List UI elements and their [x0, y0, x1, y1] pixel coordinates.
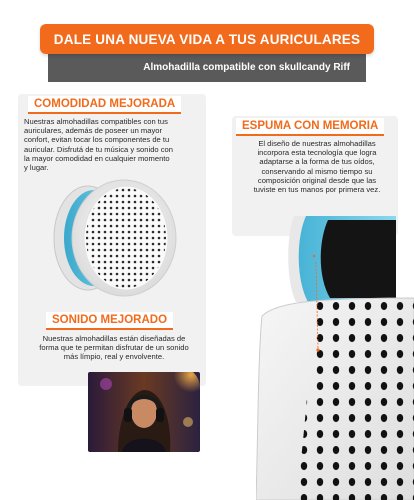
comodidad-line: Nuestras almohadillas compatibles con tus: [24, 117, 168, 126]
woman-headphones-image: [88, 372, 200, 452]
espuma-line: conservando al mismo tiempo su: [261, 166, 373, 176]
comodidad-line: y lugar.: [24, 163, 49, 173]
memory-foam-image: [284, 216, 396, 302]
sonido-line: Nuestras almohadillas están diseñadas de: [42, 334, 186, 343]
comodidad-line: auriculares, además de poseer un mayor: [24, 126, 163, 136]
ear-cushion-image: [38, 176, 180, 300]
banner-title: DALE UNA NUEVA VIDA A TUS AURICULARES: [53, 31, 361, 47]
espuma-line: composición original desde que las: [257, 175, 377, 185]
subtitle-text: Almohadilla compatible con skullcandy Riff: [143, 61, 350, 73]
espuma-line: tuviste en tus manos por primera vez.: [253, 185, 381, 195]
subtitle-bar: [48, 52, 366, 82]
espuma-heading: ESPUMA CON MEMORIA: [236, 118, 384, 136]
sonido-line: forma que te permitan disfrutar de un sonido: [39, 343, 189, 353]
espuma-line: incorpora esta tecnología que logra: [257, 148, 377, 158]
comodidad-line: auricular. Disfrutá de tu música y sonido con: [24, 144, 173, 154]
sonido-text: [34, 334, 194, 362]
comodidad-heading: COMODIDAD MEJORADA: [28, 96, 181, 114]
title-banner: [40, 24, 374, 54]
comodidad-line: confort, evitan tocar los componentes de tu: [24, 135, 170, 145]
mesh-closeup-image: [256, 296, 414, 500]
sonido-heading: SONIDO MEJORADO: [46, 312, 173, 330]
sonido-line: más límpio, real y envolvente.: [63, 352, 165, 362]
comodidad-text: [24, 117, 200, 172]
espuma-line: adaptarse a la forma de tus oídos,: [259, 157, 375, 167]
espuma-text: [240, 139, 394, 194]
espuma-line: El diseño de nuestras almohadillas: [258, 139, 376, 148]
comodidad-line: la mayor comodidad en cualquier momento: [24, 153, 170, 163]
